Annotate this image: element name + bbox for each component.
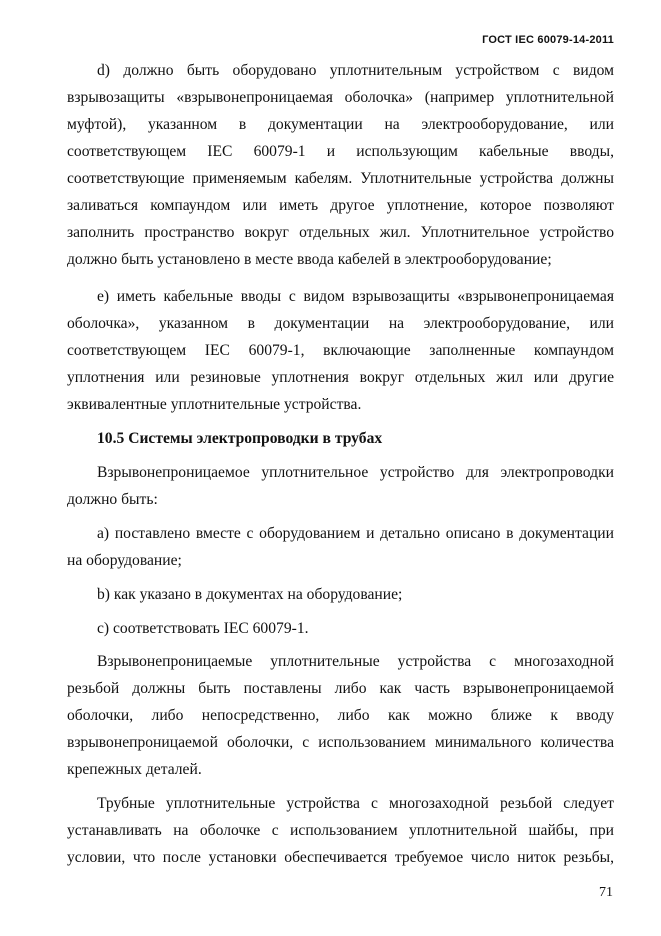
text-line: соответствующие применяемым кабелям. Уплотнительные устройства должны (67, 170, 614, 187)
list-item: c) соответствовать IEC 60079-1. (97, 620, 309, 637)
text-line: заливаться компаундом или иметь другое уплотнение, которое позволяют (67, 197, 614, 214)
text-line: Трубные уплотнительные устройства с многозаходной резьбой следует (97, 795, 614, 812)
text-line: соответствующем IEC 60079-1, включающие заполненные компаундом (67, 342, 614, 359)
text-line: резьбой должны быть поставлены либо как часть взрывонепроницаемой (67, 680, 614, 697)
text-line: должно быть установлено в месте ввода кабелей в электрооборудование; (67, 251, 552, 268)
text-line: условии, что после установки обеспечивается требуемое число ниток резьбы, (67, 849, 614, 866)
document-header: ГОСТ IEC 60079-14-2011 (482, 34, 614, 46)
text-line: d) должно быть оборудовано уплотнительным устройством с видом (97, 62, 614, 79)
text-line: муфтой), указанном в документации на электрооборудование, или (67, 116, 614, 133)
text-line: соответствующем IEC 60079-1 и использующим кабельные вводы, (67, 143, 614, 160)
section-heading: 10.5 Системы электропроводки в трубах (97, 430, 383, 447)
text-line: Взрывонепроницаемые уплотнительные устройства с многозаходной (97, 653, 614, 670)
list-item: b) как указано в документах на оборудование; (97, 586, 403, 603)
text-line: оболочки, либо непосредственно, либо как можно ближе к вводу (67, 707, 614, 724)
text-line: уплотнения или резиновые уплотнения вокруг отдельных жил или другие (67, 369, 614, 386)
text-line: e) иметь кабельные вводы с видом взрывозащиты «взрывонепроницаемая (97, 288, 614, 305)
text-line: оболочка», указанном в документации на электрооборудование, или (67, 315, 614, 332)
text-line: на оборудование; (67, 552, 182, 569)
text-line: устанавливать на оболочке с использованием уплотнительной шайбы, при (67, 822, 614, 839)
page-number: 71 (599, 885, 613, 900)
text-line: заполнить пространство вокруг отдельных жил. Уплотнительное устройство (67, 224, 614, 241)
text-line: должно быть: (67, 491, 158, 508)
text-line: взрывонепроницаемой оболочки, с использованием минимального количества (67, 734, 614, 751)
text-line: взрывозащиты «взрывонепроницаемая оболочка» (например уплотнительной (67, 89, 614, 106)
text-line: Взрывонепроницаемое уплотнительное устройство для электропроводки (97, 464, 614, 481)
list-item: a) поставлено вместе с оборудованием и детально описано в документации (97, 525, 614, 542)
text-line: крепежных деталей. (67, 761, 202, 778)
text-line: эквивалентные уплотнительные устройства. (67, 396, 362, 413)
